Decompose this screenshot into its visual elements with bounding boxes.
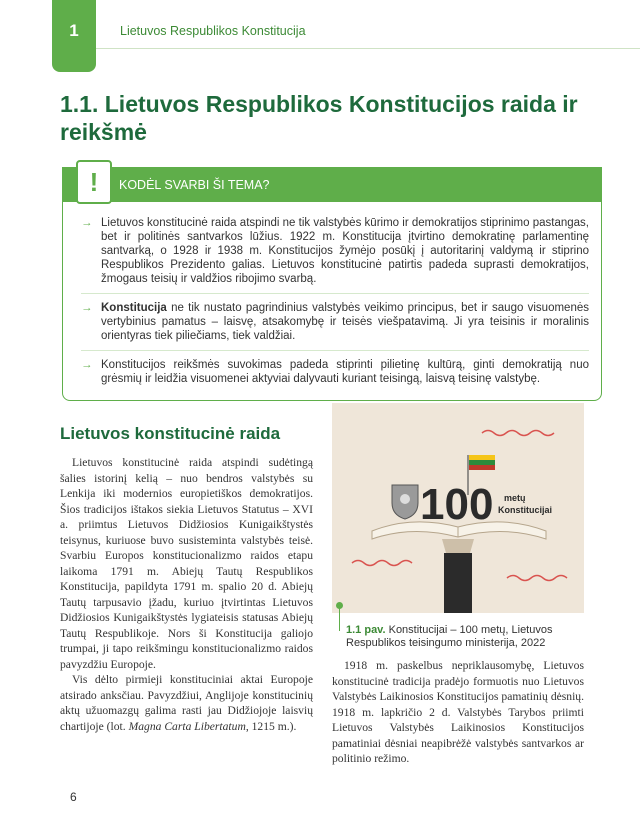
figure-big-number: 100 [420,480,494,529]
chapter-number: 1 [69,21,79,40]
flag-stripe-green [469,460,495,465]
sleeve [444,553,472,613]
constitution-100-illustration [332,403,584,613]
figure-label: 1.1 pav. [346,624,386,636]
header-rule [96,48,640,49]
callout-bullet: → Lietuvos konstitucinė raida atspindi ne tik valstybės kūrimo ir demokratijos stiprinimo pastangas, bet ir politinės santvarkos lūžius. 1922 m. Konstitucija įtvirtino demokratinę parlamentinę santvarką, o 1928 ir 1938 m. Konstitucijos žymėjo posūkį į autoritarinį valdymą ir stiprino Respublikos Prezidento galias. Lietuvos konstitucinė patirtis padeda suprasti demokratijos, žmogaus teisių ir valdžios ribojimo svarbą. [81,216,589,286]
wavy-line-decoration [352,561,412,566]
wavy-line-decoration [507,576,567,581]
figure-small-text: metų [504,493,526,503]
caption-leader-dot [336,602,343,609]
callout-bullet-list [81,216,589,393]
left-column-text [60,455,313,734]
subsection-title: Lietuvos konstitucinė raida [60,424,281,443]
latin-title: Magna Carta Libertatum [128,719,246,733]
flag-stripe-yellow [469,455,495,460]
wavy-line-decoration [482,431,554,436]
paragraph: Vis dėlto pirmieji konstituciniai aktai Europoje atsirado anksčiau. Pavyzdžiui, Anglijoje konstitucinių aktų užuomazgų galima rasti jau Didžiojoje laisvių chartijoje (lot. Magna Carta Libertatum, 1215 m.). [60,673,313,733]
figure-image [332,403,584,613]
coat-of-arms-icon [392,485,418,519]
flag-stripe-red [469,465,495,470]
callout-bullet: → Konstitucijos reikšmės suvokimas padeda stiprinti pilietinę kultūrą, ginti demokratiją nuo grėsmių ir leidžia visuomenei aktyviai dalyvauti kuriant teisingą, laisvą teisinę valstybę. [81,358,589,386]
paragraph: 1918 m. paskelbus nepriklausomybę, Lietuvos konstitucinė tradicija pradėjo formuotis nuo Lietuvos Valstybės Laikinosios Konstitucijos pamatinių dėsnių. 1918 m. lapkričio 2 d. Valstybės Tarybos priimti Lietuvos Valstybės Laikinosios Konstitucijos pamatiniai dėsniai neapibrėžė valstybės santvarkos ar politinio režimo. [332,659,584,765]
callout-bullet: → Konstitucija ne tik nustato pagrindinius valstybės veikimo principus, bet ir saugo visuomenės vertybinius pamatus – laisvę, atsakomybę ir teisės viešpatavimą. Ji yra teisinis ir moralinis orientyras tiek piliečiams, tiek valdžiai. [81,301,589,343]
page-number: 6 [70,790,77,804]
right-column-text [332,658,584,767]
section-title: 1.1. Lietuvos Respublikos Konstitucijos raida ir reikšmė [60,91,578,145]
key-term: Konstitucija [101,302,167,314]
hand-icon [442,539,474,553]
bullet-divider [81,350,589,351]
callout-header [63,168,601,202]
why-important-callout [62,167,602,401]
paragraph: Lietuvos konstitucinė raida atspindi sudėtingą šalies istorinį kelią – nuo bendros valstybės su Lenkija iki modernios europietiškos demokratijos. Šios tradicijos ištakos siekia Lietuvos Statutus – XVI a. priimtus Lietuvos Didžiosios Kunigaikštystės teisynus, kuriuose buvo susisteminta valstybės teisė. Svarbiu Europos konstitucionalizmo raidos etapu laikoma 1791 m. Abiejų Tautų Respublikos Konstitucija, papildyta 1791 m. spalio 20 d. Abiejų Tautų tarpusavio įžadu, kuriuo įtvirtintas Lietuvos Didžiosios Kunigaikštystės lygiateisis statusas Abiejų Tautų Respublikoje. Nors ši Konstitucija galiojo trumpai, ji tapo reikšmingu konstitucionalizmo raidos pavyzdžiu Europoje. [60,456,313,671]
running-head: Lietuvos Respublikos Konstitucija [120,24,306,38]
exclamation-icon: ! [76,160,112,204]
callout-heading: KODĖL SVARBI ŠI TEMA? [119,178,270,192]
figure-caption: 1.1 pav. Konstitucijai – 100 metų, Lietuvos Respublikos teisingumo ministerija, 2022 [346,624,553,649]
figure-small-text: Konstitucijai [498,505,553,515]
bullet-divider [81,293,589,294]
chapter-tab [52,0,96,72]
